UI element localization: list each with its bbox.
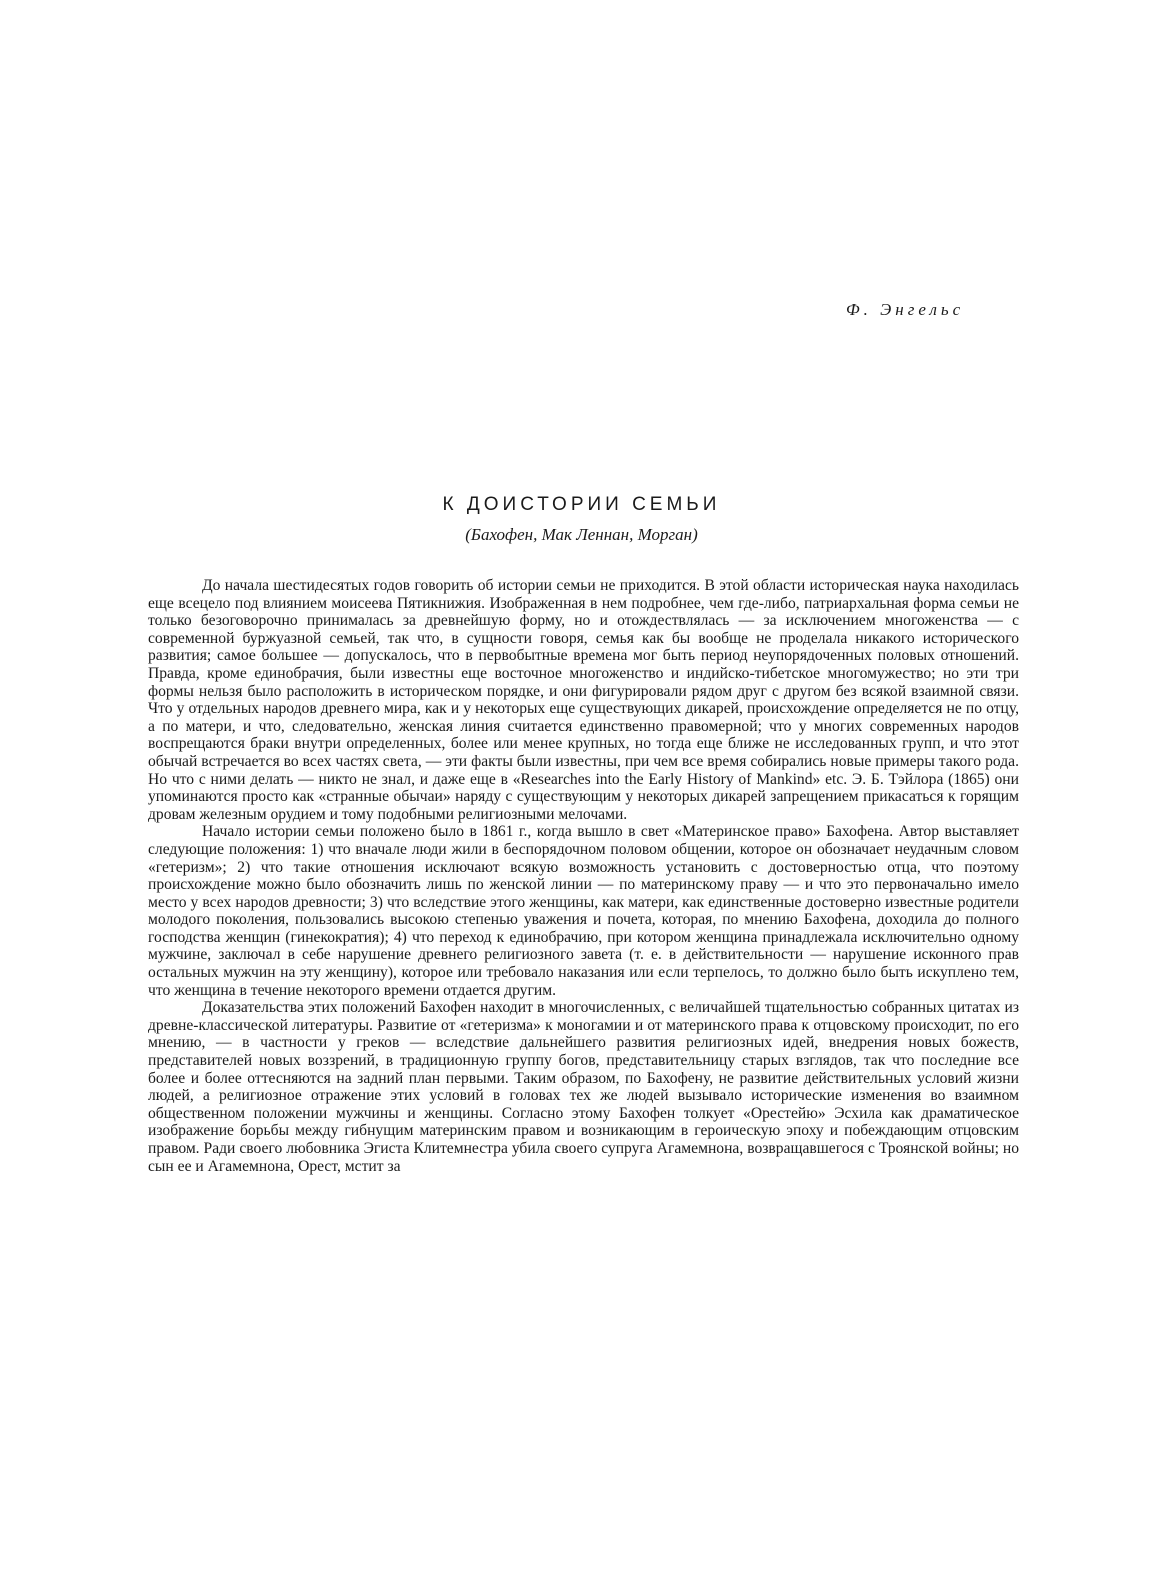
article-body	[148, 577, 1019, 1175]
article-title: К ДОИСТОРИИ СЕМЬИ	[442, 494, 721, 515]
paragraph-1: До начала шестидесятых годов говорить об истории семьи не приходится. В этой области историческая наука находилась еще всецело под влиянием моисеева Пятикнижия. Изображенная в нем подробнее, чем где-либо, патриархальная форма семьи не только безоговорочно принималась за древнейшую форму, но и отождествлялась — за исключением многоженства — с современной буржуазной семьей, так что, в сущности говоря, семья как бы вообще не проделала никакого исторического развития; самое большее — допускалось, что в первобытные времена мог быть период неупорядоченных половых отношений. Правда, кроме единобрачия, были известны еще восточное многоженство и индийско-тибетское многомужество; но эти три формы нельзя было расположить в историческом порядке, и они фигурировали рядом друг с другом без всякой взаимной связи. Что у отдельных народов древнего мира, как и у некоторых еще существующих дикарей, происхождение определяется не по отцу, а по матери, и что, следовательно, женская линия считается единственно правомерной; что у многих современных народов воспрещаются браки внутри определенных, более или менее крупных, но тогда еще ближе не исследованных групп, и что этот обычай встречается во всех частях света, — эти факты были известны, при чем все время собирались новые примеры такого рода. Но что с ними делать — никто не знал, и даже еще в «Researches into the Early History of Mankind» etc. Э. Б. Тэйлора (1865) они упоминаются просто как «странные обычаи» наряду с существующим у некоторых дикарей запрещением прикасаться к горящим дровам железным орудием и тому подобными религиозными мелочами.	[148, 577, 1019, 823]
author-name: Ф. Энгельс	[846, 300, 965, 319]
paragraph-2: Начало истории семьи положено было в 1861 г., когда вышло в свет «Материнское право» Бахофена. Автор выставляет следующие положения: 1) что вначале люди жили в беспорядочном половом общении, которое он обозначает неудачным словом «гетеризм»; 2) что такие отношения исключают всякую возможность установить с достоверностью отца, что поэтому происхождение можно было обозначить лишь по женской линии — по материнскому праву — и что это первоначально имело место у всех народов древности; 3) что вследствие этого женщины, как матери, как единственные достоверно известные родители молодого поколения, пользовались высокою степенью уважения и почета, которая, по мнению Бахофена, доходила до полного господства женщин (гинекократия); 4) что переход к единобрачию, при котором женщина принадлежала исключительно одному мужчине, заключал в себе нарушение древнего религиозного завета (т. е. в действительности — нарушение исконного прав остальных мужчин на эту женщину), которое или требовало наказания или если терпелось, то должно было быть искуплено тем, что женщина в течение некоторого времени отдается другим.	[148, 823, 1019, 999]
title-block	[0, 494, 1163, 545]
paragraph-3: Доказательства этих положений Бахофен находит в многочисленных, с величайшей тщательностью собранных цитатах из древне-классической литературы. Развитие от «гетеризма» к моногамии и от материнского права к отцовскому происходит, по его мнению, — в частности у греков — вследствие дальнейшего развития религиозных идей, внедрения новых божеств, представителей новых воззрений, в традиционную группу богов, представительницу старых взглядов, так что последние все более и более оттесняются на задний план первыми. Таким образом, по Бахофену, не развитие действительных условий жизни людей, а религиозное отражение этих условий в головах тех же людей вызывало исторические изменения во взаимном общественном положении мужчины и женщины. Согласно этому Бахофен толкует «Орестейю» Эсхила как драматическое изображение борьбы между гибнущим материнским правом и возникающим в героическую эпоху и побеждающим отцовским правом. Ради своего любовника Эгиста Клитемнестра убила своего супруга Агамемнона, возвращавшегося с Троянской войны; но сын ее и Агамемнона, Орест, мстит за	[148, 999, 1019, 1175]
article-subtitle: (Бахофен, Мак Леннан, Морган)	[465, 525, 698, 544]
